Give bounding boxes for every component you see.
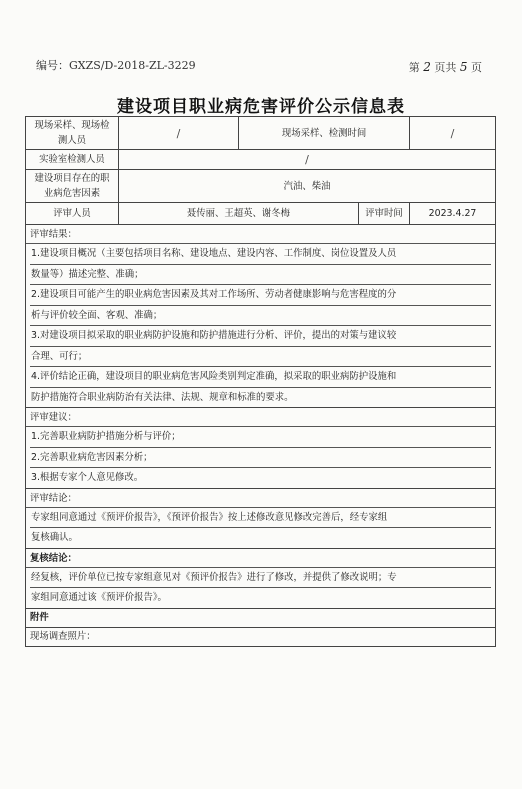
conclusion-title: 评审结论： (26, 489, 495, 508)
conclusion-section (26, 488, 496, 548)
review-section (26, 548, 496, 608)
review-body (26, 568, 495, 608)
suggestion-line: 2.完善职业病危害因素分析； (30, 448, 491, 469)
page-mid: 页共 (434, 61, 457, 74)
row-results (26, 225, 496, 408)
value-hazards: 汽油、柴油 (119, 170, 496, 203)
row-lab (26, 150, 496, 170)
row-attachment (26, 608, 496, 627)
label-review-time: 评审时间 (359, 203, 410, 225)
label-lab-staff: 实验室检测人员 (26, 150, 119, 170)
results-line: 2.建设项目可能产生的职业病危害因素及其对工作场所、劳动者健康影响与危害程度的分 (30, 285, 491, 306)
row-review (26, 548, 496, 608)
page-suffix: 页 (471, 61, 482, 74)
review-title: 复核结论： (26, 549, 495, 568)
row-photos (26, 627, 496, 646)
results-line: 数量等）描述完整、准确； (30, 265, 491, 286)
results-line: 4.评价结论正确，建设项目的职业病危害风险类别判定准确，拟采取的职业病防护设施和 (30, 367, 491, 388)
page-total: 5 (459, 60, 468, 74)
value-lab-staff: / (119, 150, 496, 170)
attachment-title: 附件 (26, 608, 496, 627)
page-prefix: 第 (408, 61, 420, 74)
results-section (26, 225, 496, 408)
value-reviewers: 聂传丽、王超英、谢冬梅 (119, 203, 359, 225)
row-onsite (26, 117, 496, 150)
results-line: 防护措施符合职业病防治有关法律、法规、规章和标准的要求。 (31, 391, 294, 403)
value-onsite-time: / (410, 117, 496, 150)
row-reviewers (26, 203, 496, 225)
row-hazards (26, 170, 496, 203)
suggestion-line: 1.完善职业病防护措施分析与评价； (30, 427, 491, 448)
results-line: 1.建设项目概况（主要包括项目名称、建设地点、建设内容、工作制度、岗位设置及人员 (30, 244, 491, 265)
document-number: 编号：GXZS/D-2018-ZL-3229 (36, 59, 196, 72)
label-hazards: 建设项目存在的职业病危害因素 (26, 170, 119, 203)
page-title: 建设项目职业病危害评价公示信息表 (117, 97, 405, 117)
page-current: 2 (423, 60, 431, 74)
label-reviewers: 评审人员 (26, 203, 119, 225)
review-line: 经复核，评价单位已按专家组意见对《预评价报告》进行了修改，并提供了修改说明；专 (30, 568, 491, 589)
suggestion-line: 3.根据专家个人意见修改。 (31, 472, 144, 483)
label-onsite-time: 现场采样、检测时间 (239, 117, 410, 150)
results-line: 合理、可行； (30, 347, 491, 368)
value-onsite-staff: / (119, 117, 239, 150)
suggestions-body (26, 427, 495, 488)
review-line: 家组同意通过该《预评价报告》。 (31, 592, 167, 603)
info-table (25, 116, 496, 647)
label-onsite-staff: 现场采样、现场检测人员 (26, 117, 119, 150)
row-suggestions (26, 408, 496, 489)
suggestions-section (26, 408, 496, 489)
conclusion-body (26, 508, 495, 548)
results-body (26, 244, 495, 407)
results-line: 3.对建设项目拟采取的职业病防护设施和防护措施进行分析、评价，提出的对策与建议较 (30, 326, 491, 347)
conclusion-line: 复核确认。 (31, 532, 78, 543)
photos-label: 现场调查照片： (26, 627, 496, 646)
value-review-time: 2023.4.27 (410, 203, 496, 225)
suggestions-title: 评审建议： (26, 408, 495, 427)
conclusion-line: 专家组同意通过《预评价报告》，《预评价报告》按上述修改意见修改完善后，经专家组 (30, 508, 491, 529)
results-title: 评审结果： (26, 225, 495, 244)
row-conclusion (26, 488, 496, 548)
page-number (409, 59, 482, 75)
results-line: 析与评价较全面、客观、准确； (30, 306, 491, 327)
